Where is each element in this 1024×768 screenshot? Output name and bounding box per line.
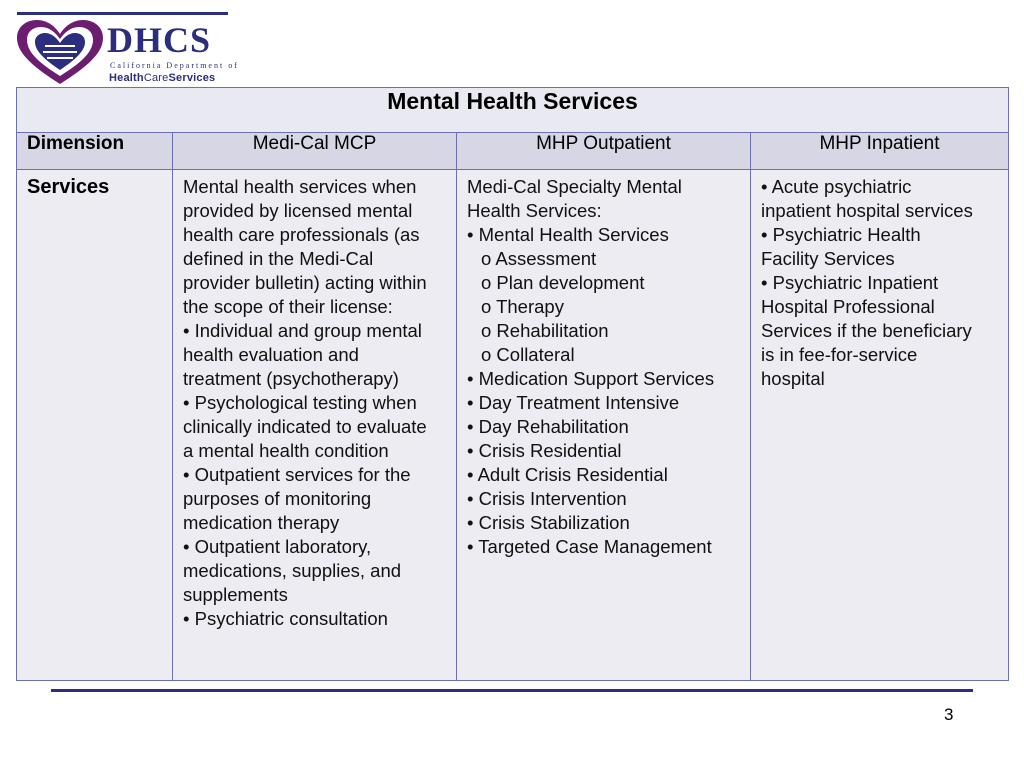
- service-line: defined in the Medi-Cal: [183, 248, 374, 269]
- service-line: provider bulletin) acting within: [183, 272, 427, 293]
- service-line: o Assessment: [481, 248, 597, 269]
- service-line: o Rehabilitation: [481, 320, 609, 341]
- row-label-cell: [17, 170, 173, 681]
- logo-care: Care: [143, 72, 169, 84]
- services-table: [16, 87, 1009, 681]
- header-medi-cal-mcp: Medi-Cal MCP: [173, 133, 457, 170]
- header-mhp-outpatient: MHP Outpatient: [457, 133, 751, 170]
- service-line: hospital: [761, 368, 825, 389]
- service-line: • Day Treatment Intensive: [467, 392, 680, 413]
- service-line: • Individual and group mental: [183, 320, 422, 341]
- service-line: • Day Rehabilitation: [467, 416, 629, 437]
- service-line: o Collateral: [481, 344, 575, 365]
- service-line: • Mental Health Services: [467, 224, 669, 245]
- service-line: health evaluation and: [183, 344, 359, 365]
- mhp-outpatient-cell: [457, 170, 751, 681]
- mhp-inpatient-cell: [751, 170, 1009, 681]
- service-line: Facility Services: [761, 248, 895, 269]
- service-line: • Psychiatric Health: [761, 224, 921, 245]
- service-line: Medi-Cal Specialty Mental: [467, 176, 682, 197]
- service-line: • Adult Crisis Residential: [467, 464, 668, 485]
- service-line: a mental health condition: [183, 440, 389, 461]
- page-number: 3: [944, 705, 954, 724]
- logo-health-care-services: [109, 72, 215, 84]
- service-line: the scope of their license:: [183, 296, 393, 317]
- service-line: medications, supplies, and: [183, 560, 402, 581]
- logo-rule: [17, 12, 228, 15]
- service-line: Mental health services when: [183, 176, 417, 197]
- service-line: • Acute psychiatric: [761, 176, 912, 197]
- logo-health: Health: [109, 72, 144, 84]
- logo-wordmark: DHCS: [107, 20, 212, 60]
- service-line: • Psychological testing when: [183, 392, 417, 413]
- service-line: Services if the beneficiary: [761, 320, 972, 341]
- service-line: inpatient hospital services: [761, 200, 973, 221]
- table-title: Mental Health Services: [17, 88, 1009, 133]
- service-line: • Crisis Intervention: [467, 488, 627, 509]
- service-line: clinically indicated to evaluate: [183, 416, 427, 437]
- header-dimension: Dimension: [17, 133, 173, 170]
- medi-cal-mcp-services: [173, 170, 456, 631]
- service-line: health care professionals (as: [183, 224, 420, 245]
- service-line: • Outpatient services for the: [183, 464, 411, 485]
- dhcs-logo: [15, 12, 239, 87]
- medi-cal-mcp-cell: [173, 170, 457, 681]
- service-line: purposes of monitoring: [183, 488, 372, 509]
- logo-services: Services: [168, 72, 216, 84]
- mhp-outpatient-services: [457, 170, 750, 559]
- service-line: • Psychiatric consultation: [183, 608, 388, 629]
- service-line: Hospital Professional: [761, 296, 935, 317]
- footer-divider: [51, 689, 973, 692]
- row-label-services: Services: [27, 176, 110, 198]
- service-line: medication therapy: [183, 512, 340, 533]
- service-line: o Plan development: [481, 272, 645, 293]
- heart-hands-icon: [15, 18, 105, 86]
- service-line: Health Services:: [467, 200, 602, 221]
- service-line: • Psychiatric Inpatient: [761, 272, 939, 293]
- service-line: treatment (psychotherapy): [183, 368, 399, 389]
- logo-department: California Department of: [110, 61, 239, 70]
- mhp-inpatient-services: [751, 170, 1008, 391]
- service-line: o Therapy: [481, 296, 564, 317]
- service-line: provided by licensed mental: [183, 200, 413, 221]
- service-line: • Crisis Residential: [467, 440, 622, 461]
- service-line: is in fee-for-service: [761, 344, 918, 365]
- service-line: supplements: [183, 584, 288, 605]
- service-line: • Targeted Case Management: [467, 536, 712, 557]
- header-mhp-inpatient: MHP Inpatient: [751, 133, 1009, 170]
- service-line: • Medication Support Services: [467, 368, 715, 389]
- service-line: • Crisis Stabilization: [467, 512, 630, 533]
- service-line: • Outpatient laboratory,: [183, 536, 372, 557]
